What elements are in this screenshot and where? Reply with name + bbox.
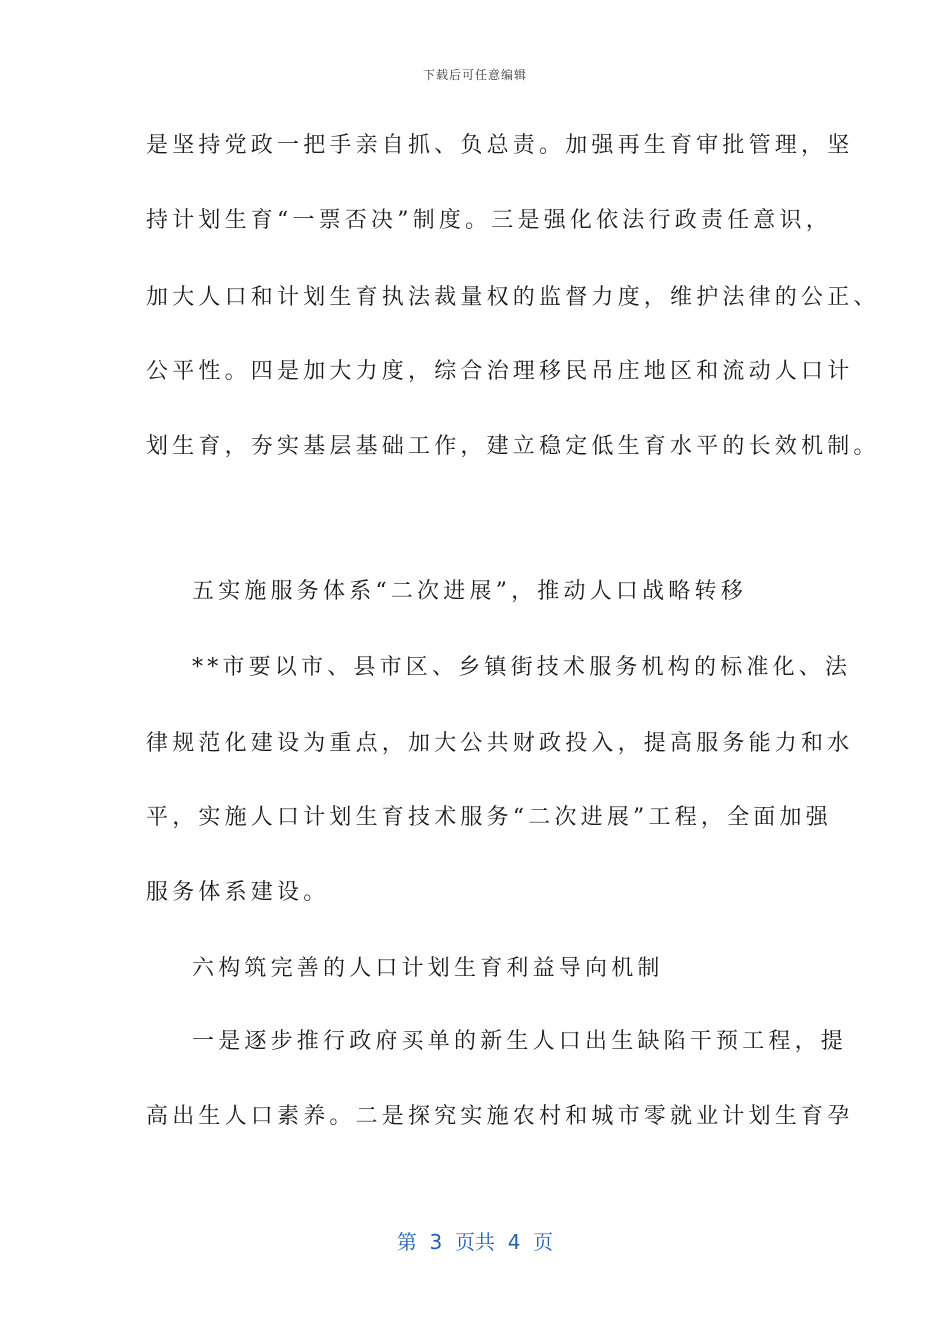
body-line: 加大人口和计划生育执法裁量权的监督力度，维护法律的公正、 xyxy=(146,285,880,310)
body-line: 公平性。四是加大力度，综合治理移民吊庄地区和流动人口计 xyxy=(146,359,854,384)
page-header: 下载后可任意编辑 xyxy=(422,68,527,82)
body-line: 一是逐步推行政府买单的新生人口出生缺陷干预工程，提 xyxy=(192,1029,848,1054)
body-line: 平，实施人口计划生育技术服务“二次进展”工程，全面加强 xyxy=(146,805,832,830)
body-line: 高出生人口素养。二是探究实施农村和城市零就业计划生育孕 xyxy=(146,1104,854,1129)
section-heading-6: 六构筑完善的人口计划生育利益导向机制 xyxy=(192,956,664,981)
body-line: 是坚持党政一把手亲自抓、负总责。加强再生育审批管理，坚 xyxy=(146,133,854,158)
section-heading-5: 五实施服务体系“二次进展”，推动人口战略转移 xyxy=(192,579,747,604)
body-line: 划生育，夯实基层基础工作，建立稳定低生育水平的长效机制。 xyxy=(146,434,880,459)
page-number: 第 3 页共 4 页 xyxy=(396,1230,554,1254)
body-line: 律规范化建设为重点，加大公共财政投入，提高服务能力和水 xyxy=(146,731,854,756)
body-line: 服务体系建设。 xyxy=(146,880,330,905)
body-line: 持计划生育“一票否决”制度。三是强化依法行政责任意识， xyxy=(146,208,832,233)
body-line: **市要以市、县市区、乡镇街技术服务机构的标准化、法 xyxy=(192,655,852,680)
